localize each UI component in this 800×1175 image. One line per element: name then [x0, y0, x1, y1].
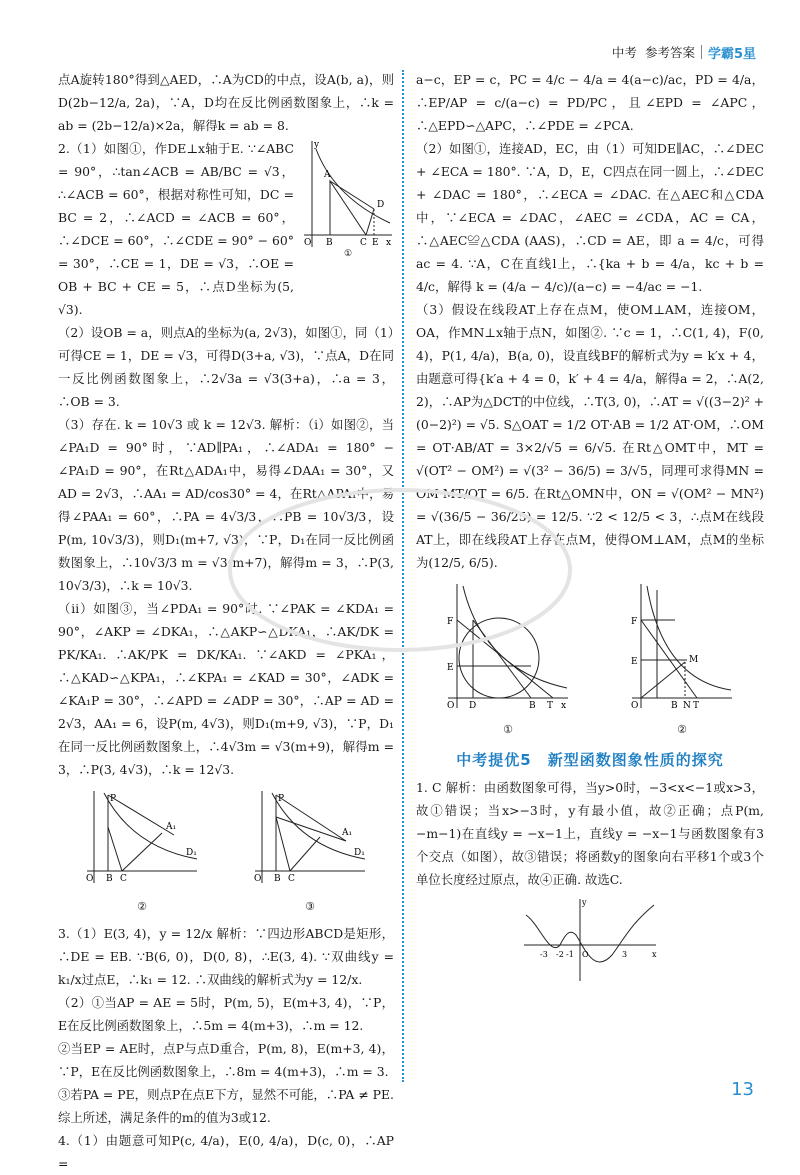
svg-text:E: E — [631, 657, 638, 667]
svg-text:F: F — [447, 617, 454, 627]
svg-text:C: C — [288, 874, 295, 884]
header-separator — [701, 45, 702, 59]
svg-text:O: O — [582, 950, 589, 959]
q2-block — [58, 137, 394, 321]
left-para-3: （2）设OB = a，则点A的坐标为(a, 2√3)，如图①，同（1）可得CE = 1，DE = √3，可得D(3+a, √3)，∵点A，D在同一反比例函数图象上，∴2√3a = √3(3+a)，∴a = 3，∴OB = 3. — [58, 325, 394, 409]
figure-q1 — [416, 895, 764, 992]
svg-text:E: E — [447, 663, 454, 673]
svg-text:O: O — [86, 874, 94, 884]
header-section: 参考答案 — [644, 45, 695, 60]
left-para-6: 3.（1）E(3, 4)，y = 12/x 解析：∵四边形ABCD是矩形，∴DE = EB. ∵B(6, 0)，D(0, 8)，∴E(3, 4). ∵双曲线y = k₁/x过点E，∴k₁ = 12. ∴双曲线的解析式为y = 12/x. — [58, 926, 394, 987]
svg-text:O: O — [304, 238, 312, 248]
svg-text:N: N — [683, 701, 691, 710]
left-para-8: ②当EP = AE时，点P与点D重合，P(m, 8)，E(m+3, 4)，∵P，E在反比例函数图象上，∴8m = 4(m+3)，∴m = 3. — [58, 1041, 394, 1079]
svg-text:-3: -3 — [540, 950, 548, 959]
svg-text:-2: -2 — [556, 950, 564, 959]
column-divider — [402, 70, 404, 1082]
svg-text:C: C — [360, 238, 367, 248]
page-header — [612, 40, 756, 64]
svg-text:M: M — [689, 655, 699, 665]
svg-text:B: B — [274, 874, 281, 884]
fig-caption-3: ③ — [305, 900, 315, 913]
fig-caption-r2: ② — [677, 723, 687, 736]
left-column — [58, 68, 394, 1175]
right-para-1: a−c，EP = c，PC = 4/c − 4/a = 4(a−c)/ac，PD = 4/a，∴EP/AP = c/(a−c) = PD/PC，且∠EPD = ∠APC，∴△EPD∽△APC，∴∠PDE = ∠PCA. — [416, 72, 764, 133]
right-para-4: 1. C 解析：由函数图象可得，当y>0时，−3<x<−1或x>3，故①错误；当x>−3时，y有最小值，故②正确；点P(m, −m−1)在直线y = −x−1上，直线y = −x−1与函数图象有3个交点（如图），故③错误；将函数y的图象向右平移1个或3个单位长度经过原点，故④正确. 故选C. — [416, 780, 764, 887]
svg-text:O: O — [254, 874, 262, 884]
header-brand: 学霸5星 — [707, 46, 756, 62]
svg-text:x: x — [386, 238, 392, 248]
svg-text:D₁: D₁ — [354, 848, 365, 858]
svg-text:P: P — [278, 794, 285, 804]
svg-text:O: O — [447, 701, 455, 710]
right-column — [416, 68, 764, 992]
figure-q2-3 — [250, 787, 370, 918]
left-para-5: （ⅱ）如图③，当∠PDA₁ = 90°时. ∵∠PAK = ∠KDA₁ = 90°，∠AKP = ∠DKA₁，∴△AKP∽△DKA₁，∴AK/DK = PK/KA₁. ∴AK/PK = DK/KA₁. ∵∠AKD = ∠PKA₁，∴△KAD∽△KPA₁，∴∠KPA₁ = ∠KAD = 30°，∠ADK = ∠KA₁P = 30°，∴∠APD = ∠ADP = 30°，∴AP = AD = 2√3，AA₁ = 6，设P(m, 4√3)，则D₁(m+9, √3)，∵P，D₁在同一反比例函数图象上，∴4√3m = √3(m+9)，解得m = 3，∴P(3, 4√3)，∴k = 12√3. — [58, 601, 394, 777]
svg-text:3: 3 — [622, 950, 628, 959]
svg-text:D: D — [469, 701, 477, 710]
left-para-10: 4.（1）由题意可知P(c, 4/a)，E(0, 4/a)，D(c, 0)，∴AP = — [58, 1133, 394, 1171]
left-para-7: （2）①当AP = AE = 5时，P(m, 5)，E(m+3, 4)，∵P，E在反比例函数图象上，∴5m = 4(m+3)，∴m = 12. — [58, 995, 394, 1033]
svg-text:A: A — [324, 170, 331, 180]
svg-text:D: D — [377, 200, 385, 210]
figure-q4-1 — [443, 580, 573, 741]
svg-text:E: E — [372, 238, 379, 248]
fig-caption-2: ② — [137, 900, 147, 913]
svg-text:D₁: D₁ — [186, 848, 197, 858]
figure-q4-2 — [627, 580, 737, 741]
svg-text:T: T — [547, 701, 554, 710]
svg-text:y: y — [582, 898, 587, 907]
svg-text:T: T — [693, 701, 700, 710]
fig-label: ① — [344, 249, 353, 257]
svg-text:x: x — [652, 950, 657, 959]
fig-caption-r1: ① — [503, 723, 513, 736]
section-title: 中考提优5 新型函数图象性质的探究 — [456, 751, 724, 769]
left-para-9: ③若PA = PE，则点P在点E下方，显然不可能，∴PA ≠ PE. 综上所述，满足条件的m的值为3或12. — [58, 1087, 394, 1125]
svg-text:P: P — [110, 794, 117, 804]
svg-text:A₁: A₁ — [166, 822, 177, 832]
figure-q2-2 — [82, 787, 202, 918]
svg-text:B: B — [326, 238, 333, 248]
figures-q2-23 — [58, 787, 394, 918]
page-number: 13 — [731, 1079, 754, 1100]
header-exam: 中考 — [611, 45, 637, 60]
right-para-2: （2）如图①，连接AD，EC，由（1）可知DE∥AC，∴∠DEC + ∠ECA = 180°. ∵A，D，E，C四点在同一圆上，∴∠DEC + ∠DAC = 180°，∴∠ECA = ∠DAC. 在△AEC和△CDA中，∵∠ECA = ∠DAC，∠AEC = ∠CDA，AC = CA，∴△AEC≌△CDA (AAS)，∴CD = AE，即 a = 4/c，可得 ac = 4. ∵A，C在直线l上，∴{ka + b = 4/a，kc + b = 4/c，解得 k = (4/a − 4/c)/(a−c) = −4/ac = −1. — [416, 141, 764, 294]
svg-text:B: B — [529, 701, 536, 710]
figure-q2-1 — [294, 137, 394, 257]
svg-text:F: F — [631, 617, 638, 627]
svg-text:y: y — [314, 140, 320, 150]
svg-text:B: B — [106, 874, 113, 884]
left-para-1: 点A旋转180°得到△AED，∴A为CD的中点，设A(b, a)，则D(2b−12/a, 2a)，∵A，D均在反比例函数图象上，∴k = ab = (2b−12/a)×2a，解得k = ab = 8. — [58, 72, 394, 133]
figures-q4 — [416, 580, 764, 741]
svg-text:A₁: A₁ — [342, 828, 353, 838]
right-para-3: （3）假设在线段AT上存在点M，使OM⊥AM，连接OM，OA，作MN⊥x轴于点N，如图②. ∵c = 1，∴C(1, 4)，F(0, 4)，P(1, 4/a)，B(a, 0)，设直线BF的解析式为y = k′x + 4，由题意可得{k′a + 4 = 0，k′ + 4 = 4/a，解得a = 2，∴A(2, 2)，∴AP为△DCT的中位线，∴T(3, 0)，∴AT = √((3−2)² + (0−2)²) = √5. S△OAT = 1/2 OT·AB = 1/2 AT·OM，∴OM = OT·AB/AT = 3×2/√5 = 6/√5. 在Rt△OMT中，MT = √(OT² − OM²) = √(3² − 36/5) = 3/√5，同理可求得MN = OM·MT/OT = 6/5. 在Rt△OMN中，ON = √(OM² − MN²) = √(36/5 − 36/25) = 12/5. ∵2 < 12/5 < 3，∴点M在线段AT上，即在线段AT上存在点M，使得OM⊥AM，点M的坐标为(12/5, 6/5). — [416, 302, 764, 570]
left-para-2: 2.（1）如图①，作DE⊥x轴于E. ∵∠ABC = 90°，∴tan∠ACB = AB/BC = √3，∴∠ACB = 60°，根据对称性可知，DC = BC = 2，∴∠ACD = ∠ACB = 60°，∴∠DCE = 60°，∴∠CDE = 90° − 60° = 30°，∴CE = 1，DE = √3，∴OE = OB + BC + CE = 5，∴点D坐标为(5, √3). — [58, 141, 294, 317]
svg-text:B: B — [671, 701, 678, 710]
left-para-4: （3）存在. k = 10√3 或 k = 12√3. 解析：（ⅰ）如图②，当∠PA₁D = 90°时，∵AD∥PA₁，∴∠ADA₁ = 180° − ∠PA₁D = 90°，在Rt△ADA₁中，易得∠DAA₁ = 30°，又AD = 2√3，∴AA₁ = AD/cos30° = 4，在Rt△APA₁中，易得∠PAA₁ = 60°，∴PA = 4√3/3，∴PB = 10√3/3，设P(m, 10√3/3)，则D₁(m+7, √3)，∵P，D₁在同一反比例函数图象上，∴10√3/3 m = √3(m+7)，解得m = 3，∴P(3, 10√3/3)，∴k = 10√3. — [58, 417, 394, 593]
svg-text:x: x — [561, 701, 567, 710]
svg-text:O: O — [631, 701, 639, 710]
svg-text:-1: -1 — [566, 950, 574, 959]
svg-text:C: C — [120, 874, 127, 884]
